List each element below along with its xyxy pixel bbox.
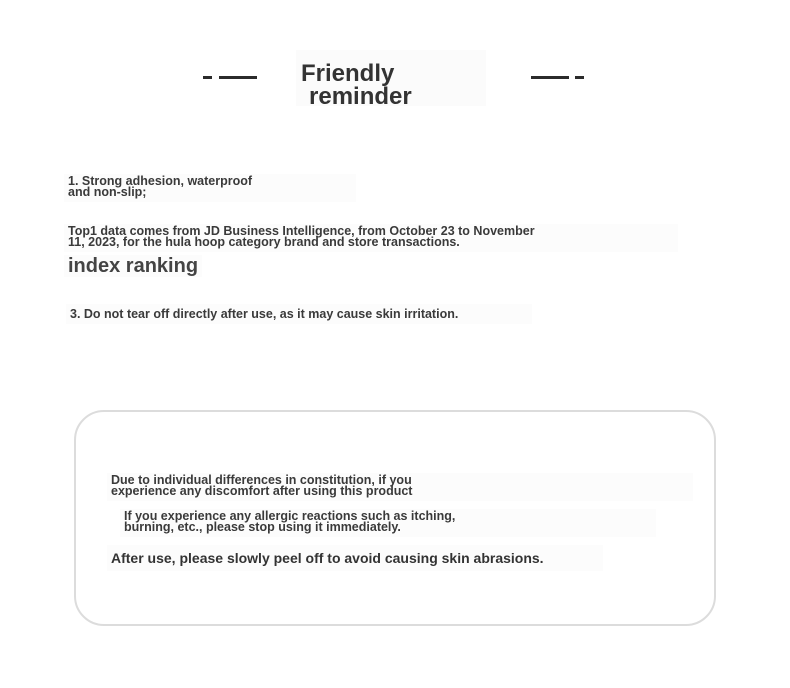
title-line-1: Friendly — [301, 60, 395, 87]
note-item-2-line-1: Top1 data comes from JD Business Intelligence, from October 23 to November — [68, 224, 535, 238]
left-dash-short — [203, 76, 212, 79]
note-item-2-line-2: 11, 2023, for the hula hoop category brand and store transactions. — [68, 235, 460, 249]
card-paragraph-2 — [120, 509, 656, 537]
card-paragraph-1 — [107, 473, 693, 501]
note-item-1-line-1: 1. Strong adhesion, waterproof — [68, 174, 253, 188]
card-paragraph-3: After use, please slowly peel off to avoid causing skin abrasions. — [107, 545, 603, 571]
note-item-3: 3. Do not tear off directly after use, as it may cause skin irritation. — [66, 304, 532, 324]
left-dash-long — [219, 76, 257, 79]
note-item-2 — [64, 224, 678, 252]
note-item-1 — [64, 174, 356, 202]
card-paragraph-2-line-1: If you experience any allergic reactions such as itching, — [124, 509, 456, 523]
right-dash-short — [575, 76, 584, 79]
note-item-2-heading: index ranking — [64, 255, 202, 277]
title-line-2: reminder — [309, 83, 412, 110]
card-paragraph-1-line-1: Due to individual differences in constitution, if you — [111, 473, 412, 487]
right-dash-long — [531, 76, 569, 79]
note-item-1-line-2: and non-slip; — [68, 185, 147, 199]
card-paragraph-1-line-2: experience any discomfort after using this product — [111, 484, 413, 498]
card-paragraph-2-line-2: burning, etc., please stop using it immediately. — [124, 520, 401, 534]
